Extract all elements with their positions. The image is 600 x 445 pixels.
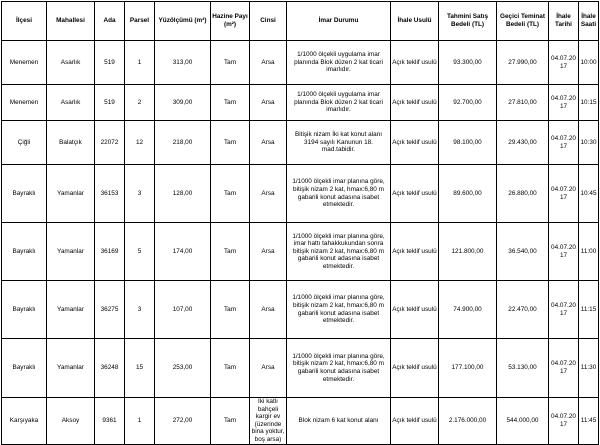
cell-yuzolcum: 313,00: [155, 41, 211, 85]
cell-yuzolcum: 174,00: [155, 223, 211, 281]
header-mahalle: Mahallesi: [47, 2, 95, 41]
cell-saat: 10:00: [579, 41, 599, 85]
cell-ilce: Menemen: [2, 85, 47, 121]
cell-bedel: 89.600,00: [439, 165, 497, 223]
cell-mahalle: Yamanlar: [47, 165, 95, 223]
cell-tarih: 04.07.2017: [549, 165, 579, 223]
cell-ada: 22072: [95, 121, 125, 165]
table-row: [2, 165, 599, 223]
cell-hazine: Tam: [211, 223, 250, 281]
cell-cins: Arsa: [250, 85, 287, 121]
cell-bedel: 98.100,00: [439, 121, 497, 165]
table-row: [2, 85, 599, 121]
cell-usul: Açık teklif usulü: [391, 223, 439, 281]
cell-mahalle: Yamanlar: [47, 339, 95, 398]
header-saat: İhale Saati: [579, 2, 599, 41]
cell-cins: Arsa: [250, 165, 287, 223]
cell-imar: Bitişik nizam İki kat konut alanı 3194 sayılı Kanunun 18. mad.tabidir.: [287, 121, 391, 165]
header-yuzolcum: Yüzölçümü (m²): [155, 2, 211, 41]
header-ada: Ada: [95, 2, 125, 41]
cell-hazine: Tam: [211, 165, 250, 223]
cell-ilce: Çiğli: [2, 121, 47, 165]
cell-ada: 519: [95, 85, 125, 121]
cell-mahalle: Aksoy: [47, 398, 95, 445]
cell-yuzolcum: 128,00: [155, 165, 211, 223]
cell-saat: 11:45: [579, 398, 599, 445]
table-row: [2, 398, 599, 445]
cell-yuzolcum: 272,00: [155, 398, 211, 445]
header-tarih: İhale Tarihi: [549, 2, 579, 41]
cell-saat: 11:00: [579, 223, 599, 281]
cell-teminat: 36.540,00: [497, 223, 549, 281]
cell-cins: Arsa: [250, 281, 287, 339]
cell-parsel: 1: [125, 398, 155, 445]
cell-parsel: 12: [125, 121, 155, 165]
cell-bedel: 92.700,00: [439, 85, 497, 121]
cell-parsel: 3: [125, 165, 155, 223]
cell-cins: İki katlı bahçeli kargir ev (üzerinde bina yoktur, boş arsa): [250, 398, 287, 445]
cell-cins: Arsa: [250, 121, 287, 165]
cell-ilce: Karşıyaka: [2, 398, 47, 445]
cell-teminat: 27.990,00: [497, 41, 549, 85]
cell-parsel: 1: [125, 41, 155, 85]
header-parsel: Parsel: [125, 2, 155, 41]
cell-imar: Blok nizam 6 kat konut alanı: [287, 398, 391, 445]
cell-imar: 1/1000 ölçekli uygulama imar planında Blok düzen 2 kat ticari imarlıdır.: [287, 41, 391, 85]
cell-tarih: 04.07.2017: [549, 339, 579, 398]
cell-imar: 1/1000 ölçekli imar planına göre, bitişik nizam 2 kat, hmax:6,80 m gabarili konut adasına isabet etmektedir.: [287, 165, 391, 223]
cell-teminat: 26.880,00: [497, 165, 549, 223]
cell-saat: 11:15: [579, 281, 599, 339]
cell-mahalle: Yamanlar: [47, 223, 95, 281]
cell-yuzolcum: 107,00: [155, 281, 211, 339]
table-row: [2, 41, 599, 85]
cell-mahalle: Balatçık: [47, 121, 95, 165]
cell-parsel: 15: [125, 339, 155, 398]
cell-saat: 10:15: [579, 85, 599, 121]
cell-cins: Arsa: [250, 223, 287, 281]
cell-imar: 1/1000 ölçekli imar planına göre, bitişik nizam 2 kat, hmax:6,80 m gabarili konut adasına isabet etmektedir.: [287, 339, 391, 398]
cell-hazine: Tam: [211, 121, 250, 165]
cell-usul: Açık teklif usulü: [391, 41, 439, 85]
cell-hazine: Tam: [211, 85, 250, 121]
cell-mahalle: Asarlık: [47, 85, 95, 121]
cell-ada: 36248: [95, 339, 125, 398]
cell-ada: 9361: [95, 398, 125, 445]
cell-hazine: Tam: [211, 41, 250, 85]
cell-tarih: 04.07.2017: [549, 398, 579, 445]
cell-ilce: Bayraklı: [2, 339, 47, 398]
header-row: [2, 2, 599, 41]
cell-saat: 10:45: [579, 165, 599, 223]
cell-bedel: 2.176.000,00: [439, 398, 497, 445]
header-teminat: Geçici Teminat Bedeli (TL): [497, 2, 549, 41]
cell-teminat: 27.810,00: [497, 85, 549, 121]
cell-mahalle: Yamanlar: [47, 281, 95, 339]
cell-cins: Arsa: [250, 41, 287, 85]
cell-bedel: 93.300,00: [439, 41, 497, 85]
header-bedel: Tahmini Satış Bedeli (TL): [439, 2, 497, 41]
table-row: [2, 339, 599, 398]
cell-tarih: 04.07.2017: [549, 121, 579, 165]
cell-teminat: 544.000,00: [497, 398, 549, 445]
cell-saat: 10:30: [579, 121, 599, 165]
cell-imar: 1/1000 ölçekli imar planına göre, bitişik nizam 2 kat, hmax:6,80 m gabarili konut adasına isabet etmektedir.: [287, 281, 391, 339]
cell-hazine: Tam: [211, 339, 250, 398]
cell-hazine: Tam: [211, 281, 250, 339]
cell-tarih: 04.07.2017: [549, 223, 579, 281]
cell-imar: 1/1000 ölçekli imar planına göre, imar hattı tahakkukundan sonra bitişik nizam 2 kat, hmax:6,80 m gabarili konut adasına isabet etmektedir.: [287, 223, 391, 281]
cell-tarih: 04.07.2017: [549, 41, 579, 85]
cell-ada: 36275: [95, 281, 125, 339]
header-cins: Cinsi: [250, 2, 287, 41]
table-row: [2, 281, 599, 339]
cell-bedel: 177.100,00: [439, 339, 497, 398]
cell-tarih: 04.07.2017: [549, 281, 579, 339]
cell-yuzolcum: 218,00: [155, 121, 211, 165]
cell-parsel: 2: [125, 85, 155, 121]
cell-usul: Açık teklif usulü: [391, 339, 439, 398]
header-usul: İhale Usulü: [391, 2, 439, 41]
cell-tarih: 04.07.2017: [549, 85, 579, 121]
cell-cins: Arsa: [250, 339, 287, 398]
cell-mahalle: Asarlık: [47, 41, 95, 85]
cell-teminat: 29.430,00: [497, 121, 549, 165]
cell-parsel: 3: [125, 281, 155, 339]
header-imar: İmar Durumu: [287, 2, 391, 41]
cell-imar: 1/1000 ölçekli uygulama imar planında Blok düzen 2 kat ticari imarlıdır.: [287, 85, 391, 121]
cell-ada: 36153: [95, 165, 125, 223]
cell-ada: 36169: [95, 223, 125, 281]
cell-usul: Açık teklif usulü: [391, 165, 439, 223]
cell-ilce: Bayraklı: [2, 281, 47, 339]
cell-yuzolcum: 253,00: [155, 339, 211, 398]
cell-ilce: Bayraklı: [2, 165, 47, 223]
cell-parsel: 5: [125, 223, 155, 281]
cell-usul: Açık teklif usulü: [391, 85, 439, 121]
cell-hazine: Tam: [211, 398, 250, 445]
table-row: [2, 223, 599, 281]
cell-ilce: Menemen: [2, 41, 47, 85]
cell-yuzolcum: 309,00: [155, 85, 211, 121]
cell-ilce: Bayraklı: [2, 223, 47, 281]
cell-bedel: 121.800,00: [439, 223, 497, 281]
header-ilce: İlçesi: [2, 2, 47, 41]
cell-usul: Açık teklif usulü: [391, 121, 439, 165]
cell-usul: Açık teklif usulü: [391, 398, 439, 445]
cell-saat: 11:30: [579, 339, 599, 398]
header-hazine: Hazine Payı (m²): [211, 2, 250, 41]
cell-usul: Açık teklif usulü: [391, 281, 439, 339]
cell-teminat: 22.470,00: [497, 281, 549, 339]
tender-table: [1, 1, 599, 445]
cell-teminat: 53.130,00: [497, 339, 549, 398]
cell-bedel: 74.900,00: [439, 281, 497, 339]
table-row: [2, 121, 599, 165]
cell-ada: 519: [95, 41, 125, 85]
